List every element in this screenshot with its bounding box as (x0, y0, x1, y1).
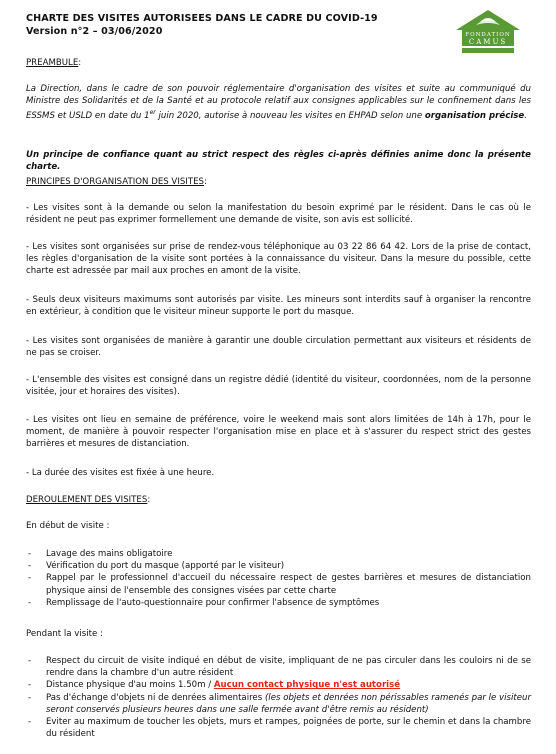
list-item: - Respect du circuit de visite indiqué en début de visite, impliquant de ne pas circuler dans les couloirs ni de se rendre dans la chambre d'un autre résident (28, 656, 531, 679)
principle-item: - La durée des visites est fixée à une heure. (26, 468, 215, 478)
no-contact-warning: Aucun contact physique n'est autorisé (213, 680, 401, 691)
principle-item: - Les visites sont organisées de manière à garantir une double circulation permettant aux visiteurs et résidents de ne pas se croiser. (26, 336, 531, 359)
principles-heading: PRINCIPES D'ORGANISATION DES VISITES: (26, 177, 207, 187)
title-line-2: Version n°2 – 03/06/2020 (26, 25, 163, 37)
principle-item: - Les visites sont organisées sur prise de rendez-vous téléphonique au 03 22 86 64 42. Lors de la prise de contact, les règles d'organisation de la visite sont portées à la connaissance du visiteur. Dans la mesure du possible, cette charte est adressée par mail aux proches en amont de la visite. (26, 242, 531, 277)
principle-item: - Les visites sont à la demande ou selon la manifestation du besoin exprimé par le résident. Dans le cas où le résident ne peut pas exprimer formellement une demande de visite, son avis est sollicité. (26, 203, 531, 226)
principle-item: - Les visites ont lieu en semaine de préférence, voire le weekend mais sont alors limitées de 14h à 17h, pour le moment, de manière à pouvoir respecter l'organisation mise en place et à s'assurer du respect strict des gestes barrières et mesures de distanciation. (26, 415, 531, 450)
visit-start-label: En début de visite : (26, 521, 110, 531)
list-item: - Eviter au maximum de toucher les objets, murs et rampes, poignées de porte, sur le chemin et dans la chambre du résident (28, 717, 531, 740)
list-item: - Rappel par le professionnel d'accueil du nécessaire respect de gestes barrières et mesures de distanciation physique ainsi de l'ensemble des consignes visées par cette charte (28, 573, 531, 596)
preamble-heading: PREAMBULE: (26, 58, 82, 68)
document-title (26, 13, 378, 38)
visit-during-list (26, 655, 531, 740)
deroulement-heading: DEROULEMENT DES VISITES: (26, 495, 151, 505)
principle-item: - L'ensemble des visites est consigné dans un registre dédié (identité du visiteur, coordonnées, nom de la personne visitée, jour et horaires des visites). (26, 375, 531, 398)
logo-text-camus: CAMUS (468, 38, 508, 46)
preamble-paragraph-1: La Direction, dans le cadre de son pouvoir réglementaire d'organisation des visites et suite au communiqué du Ministre des Solidarités et de la Santé et au protocole relatif aux consignes applicables sur le confinement dans les ESSMS et USLD en date du 1er juin 2020, autorise à nouveau les visites en EHPAD selon une organisation précise. (26, 84, 531, 122)
list-item: - Vérification du port du masque (apporté par le visiteur) (28, 561, 285, 572)
preamble-paragraph-2: Un principe de confiance quant au strict respect des règles ci-après définies anime donc la présente charte. (26, 150, 531, 173)
list-item: - Remplissage de l'auto-questionnaire pour confirmer l'absence de symptômes (28, 597, 380, 608)
list-item: - Pas d'échange d'objets ni de denrées alimentaires (les objets et denrées non périssables ramenés par le visiteur seront conservés plusieurs heures dans une salle fermée avant d'être remis au résident) (28, 692, 531, 715)
fondation-camus-logo (450, 8, 526, 60)
visit-start-list (26, 548, 531, 609)
list-item: - Distance physique d'au moins 1.50m / Aucun contact physique n'est autorisé (28, 680, 401, 691)
logo-text-fondation: FONDATION (465, 32, 511, 38)
list-item: - Lavage des mains obligatoire (28, 549, 173, 559)
title-line-1: CHARTE DES VISITES AUTORISEES DANS LE CADRE DU COVID-19 (26, 13, 378, 24)
visit-during-label: Pendant la visite : (26, 629, 103, 639)
principle-item: - Seuls deux visiteurs maximums sont autorisés par visite. Les mineurs sont interdits sauf à organiser la rencontre en extérieur, à condition que le visiteur mineur supporte le port du masque. (26, 295, 531, 318)
